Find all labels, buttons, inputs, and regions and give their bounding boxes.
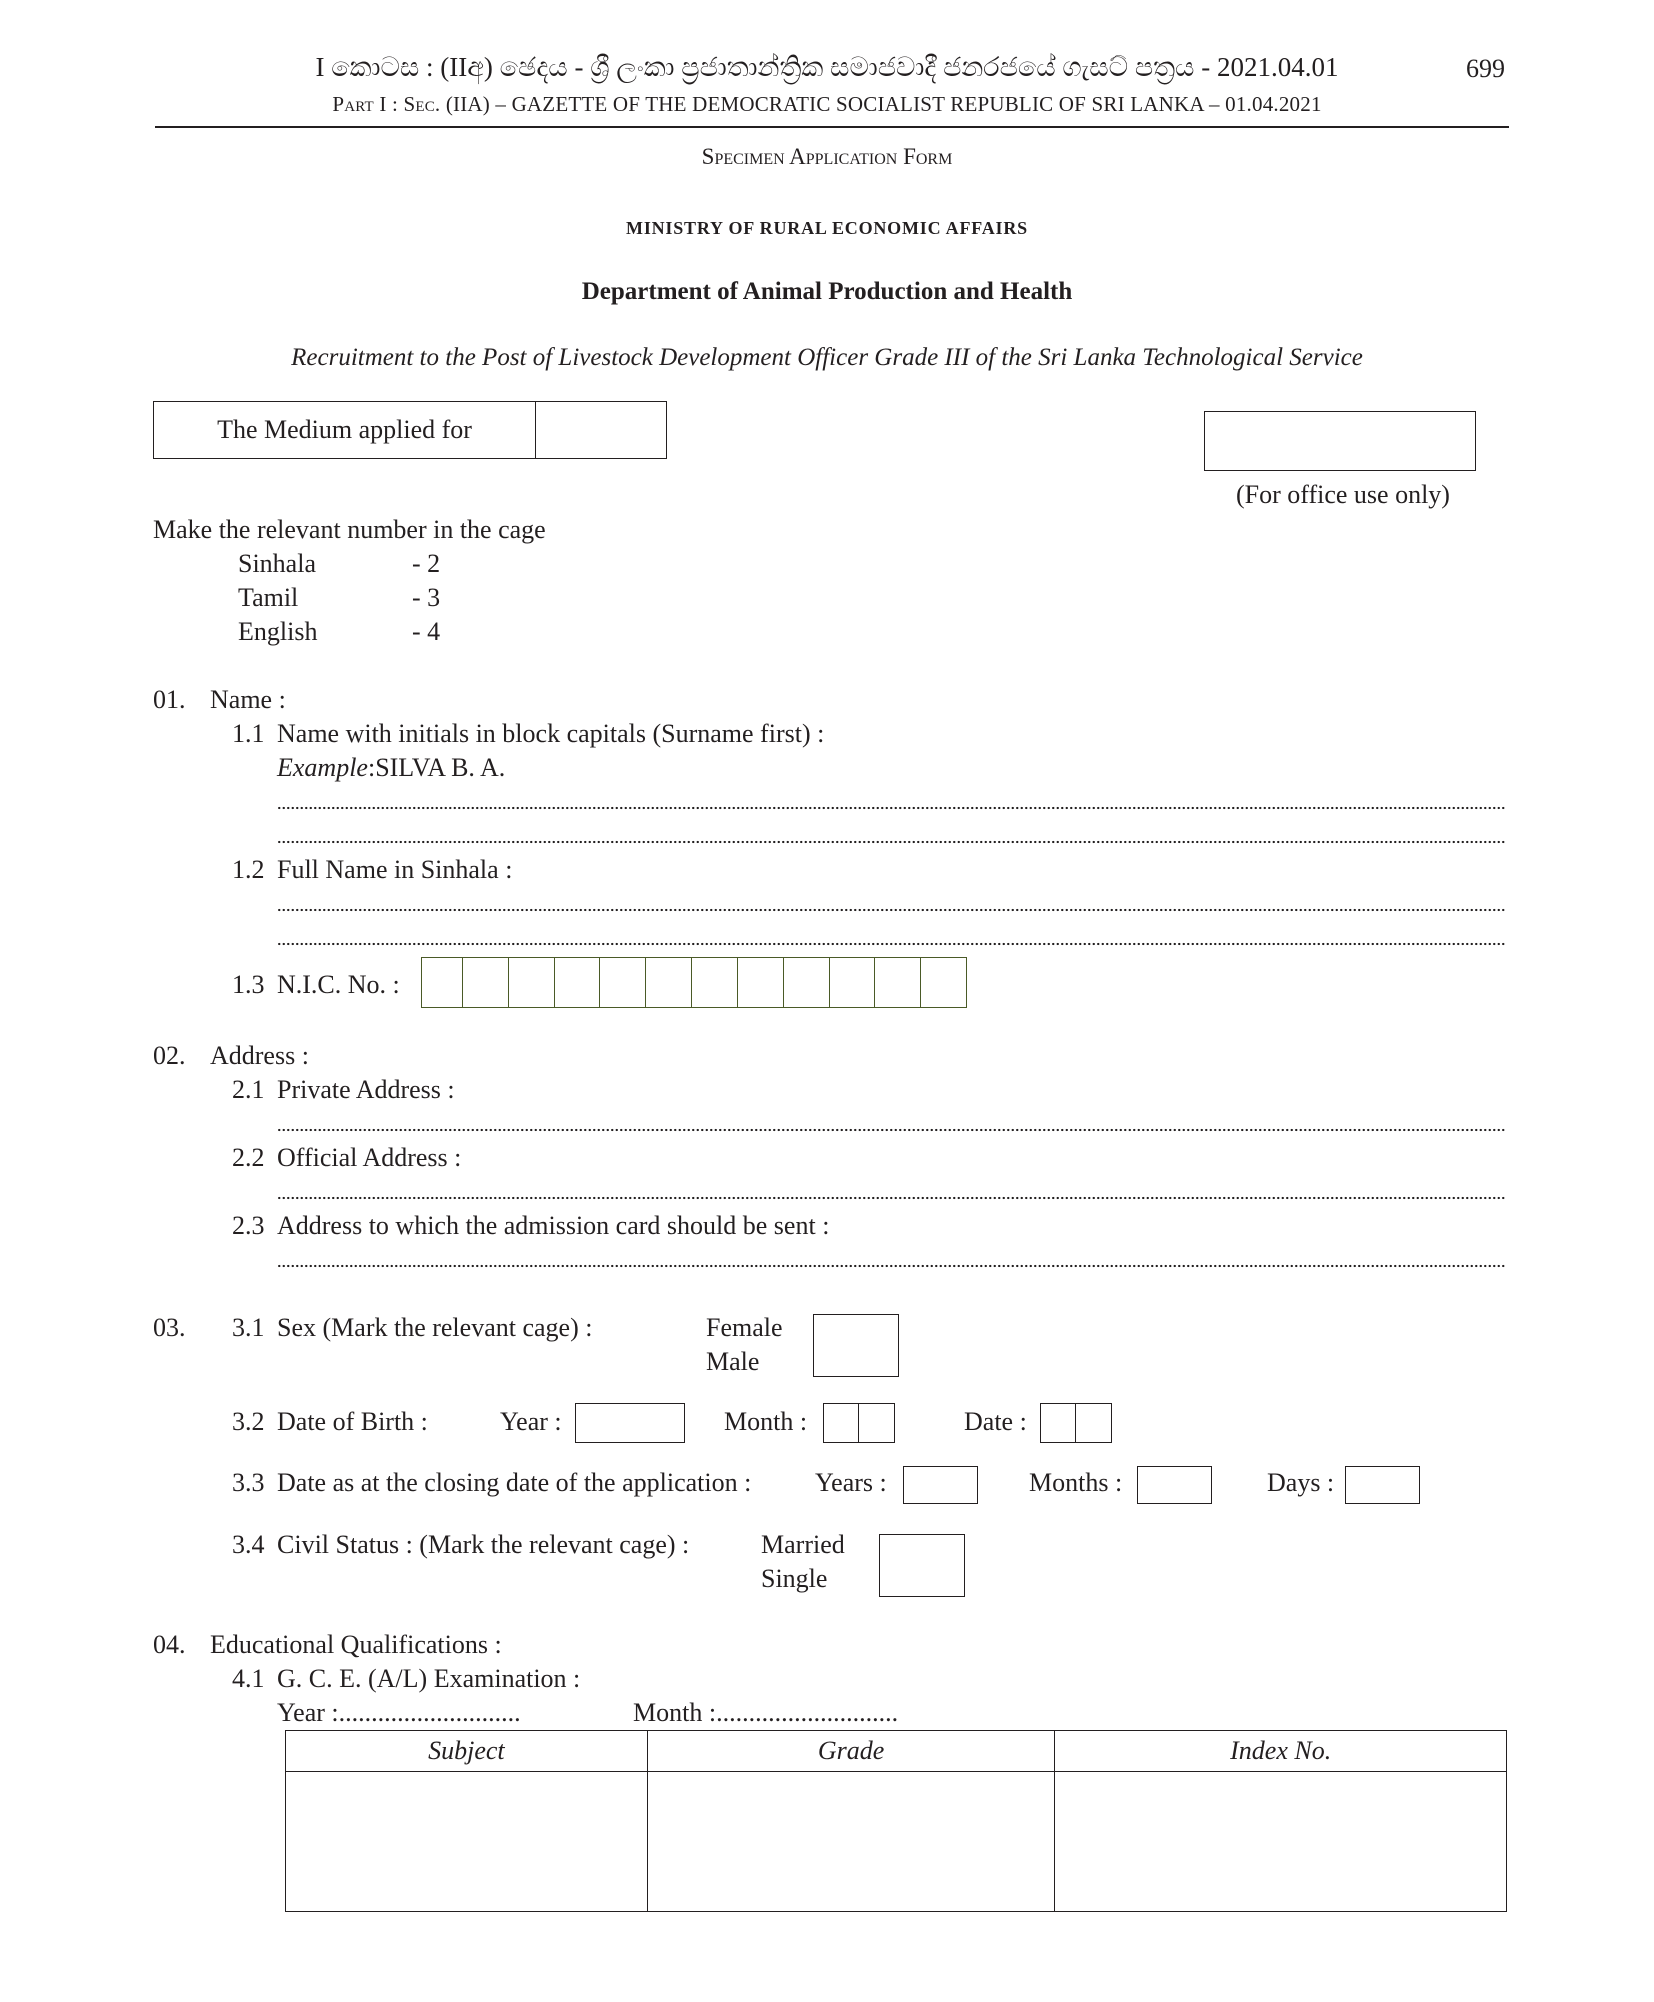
medium-applied-label: The Medium applied for [154,402,536,458]
nic-cell[interactable] [646,958,692,1007]
medium-option-sinhala-code: - 2 [412,549,441,578]
private-address-line[interactable] [277,1128,1505,1132]
medium-option-sinhala: Sinhala [238,549,316,578]
q2-3-number: 2.3 [232,1211,265,1240]
nic-cell[interactable] [784,958,830,1007]
ministry-title: MINISTRY OF RURAL ECONOMIC AFFAIRS [626,218,1028,238]
dob-year-label: Year : [500,1407,562,1436]
dob-month-input[interactable] [823,1403,895,1443]
section-01-title: Name : [210,685,286,714]
nic-cell[interactable] [555,958,601,1007]
al-results-entry-row [286,1772,1507,1912]
medium-option-tamil: Tamil [238,583,299,612]
q3-1-label: Sex (Mark the relevant cage) : [277,1313,593,1342]
index-no-entry-cell[interactable] [1055,1772,1507,1912]
medium-option-tamil-code: - 3 [412,583,441,612]
nic-cell[interactable] [463,958,509,1007]
nic-cell[interactable] [738,958,784,1007]
age-years-label: Years : [815,1468,887,1497]
section-04-title: Educational Qualifications : [210,1630,502,1659]
dob-date-divider [1075,1404,1076,1442]
civil-single-label: Single [761,1564,828,1593]
nic-cell[interactable] [692,958,738,1007]
medium-option-english-code: - 4 [412,617,441,646]
q1-1-label: Name with initials in block capitals (Surname first) : [277,719,825,748]
nic-cell[interactable] [875,958,921,1007]
medium-option-english: English [238,617,318,646]
col-header-subject: Subject [286,1731,648,1772]
form-title: Specimen Application Form [701,144,953,169]
age-years-input[interactable] [903,1466,978,1504]
gazette-header-sinhala: I කොටස : (IIඅ) ඡෙදය - ශ්‍රී ලංකා ප්‍රජාතාන්ත්‍රික සමාජවාදී ජනරජයේ ගැසට් පත්‍රය - 2021.04.01 [315,52,1339,82]
q3-2-number: 3.2 [232,1407,265,1436]
nic-cell[interactable] [509,958,555,1007]
sex-male-label: Male [706,1347,760,1376]
civil-status-cage-input[interactable] [879,1534,965,1597]
subject-entry-cell[interactable] [286,1772,648,1912]
full-name-sinhala-line-1[interactable] [277,908,1505,912]
example-value: :SILVA B. A. [367,753,506,782]
q4-1-number: 4.1 [232,1664,265,1693]
example-label: Example [277,753,368,782]
q2-2-label: Official Address : [277,1143,462,1172]
age-days-input[interactable] [1345,1466,1420,1504]
q1-2-label: Full Name in Sinhala : [277,855,513,884]
al-year-field[interactable]: Year :............................ [277,1698,521,1727]
medium-cage-input[interactable] [536,402,666,458]
q1-3-label: N.I.C. No. : [277,970,400,999]
col-header-grade: Grade [647,1731,1055,1772]
q4-1-label: G. C. E. (A/L) Examination : [277,1664,581,1693]
page-number: 699 [1466,54,1505,83]
section-02-title: Address : [210,1041,309,1070]
name-initials-line-2[interactable] [277,840,1505,844]
header-rule [155,126,1509,128]
grade-entry-cell[interactable] [647,1772,1055,1912]
q1-1-number: 1.1 [232,719,265,748]
medium-applied-box [153,401,667,459]
nic-cell[interactable] [830,958,876,1007]
official-address-line[interactable] [277,1196,1505,1200]
al-month-field[interactable]: Month :............................ [633,1698,899,1727]
q2-2-number: 2.2 [232,1143,265,1172]
office-use-box [1204,411,1476,471]
full-name-sinhala-line-2[interactable] [277,942,1505,946]
nic-number-input[interactable] [421,957,967,1008]
q2-1-label: Private Address : [277,1075,455,1104]
sex-female-label: Female [706,1313,783,1342]
col-header-index-no: Index No. [1055,1731,1507,1772]
nic-cell[interactable] [422,958,463,1007]
name-initials-line-1[interactable] [277,806,1505,810]
age-months-input[interactable] [1137,1466,1212,1504]
al-results-table [285,1730,1507,1912]
dob-year-input[interactable] [575,1403,685,1443]
admission-address-line[interactable] [277,1264,1505,1268]
q3-4-label: Civil Status : (Mark the relevant cage) : [277,1530,690,1559]
age-days-label: Days : [1267,1468,1335,1497]
dob-date-label: Date : [964,1407,1027,1436]
section-02-number: 02. [153,1041,186,1070]
name-example [277,753,505,783]
section-04-number: 04. [153,1630,186,1659]
dob-month-divider [858,1404,859,1442]
section-03-number: 03. [153,1313,186,1342]
q3-3-number: 3.3 [232,1468,265,1497]
nic-cell[interactable] [921,958,966,1007]
age-months-label: Months : [1029,1468,1123,1497]
q3-3-label: Date as at the closing date of the application : [277,1468,752,1497]
department-title: Department of Animal Production and Health [581,278,1073,305]
section-01-number: 01. [153,685,186,714]
q1-2-number: 1.2 [232,855,265,884]
gazette-header-english: Part I : Sec. (IIA) – GAZETTE OF THE DEMOCRATIC SOCIALIST REPUBLIC OF SRI LANKA – 01.04.2021 [332,92,1322,116]
dob-date-input[interactable] [1040,1403,1112,1443]
q3-2-label: Date of Birth : [277,1407,428,1436]
office-use-label: (For office use only) [1236,480,1450,509]
q2-1-number: 2.1 [232,1075,265,1104]
al-results-header-row [286,1731,1507,1772]
dob-month-label: Month : [724,1407,808,1436]
recruitment-title: Recruitment to the Post of Livestock Development Officer Grade III of the Sri Lanka Technological Service [291,344,1363,371]
medium-instruction: Make the relevant number in the cage [153,515,546,544]
civil-married-label: Married [761,1530,845,1559]
q3-4-number: 3.4 [232,1530,265,1559]
q1-3-number: 1.3 [232,970,265,999]
sex-cage-input[interactable] [813,1314,899,1377]
nic-cell[interactable] [600,958,646,1007]
q3-1-number: 3.1 [232,1313,265,1342]
q2-3-label: Address to which the admission card should be sent : [277,1211,830,1240]
